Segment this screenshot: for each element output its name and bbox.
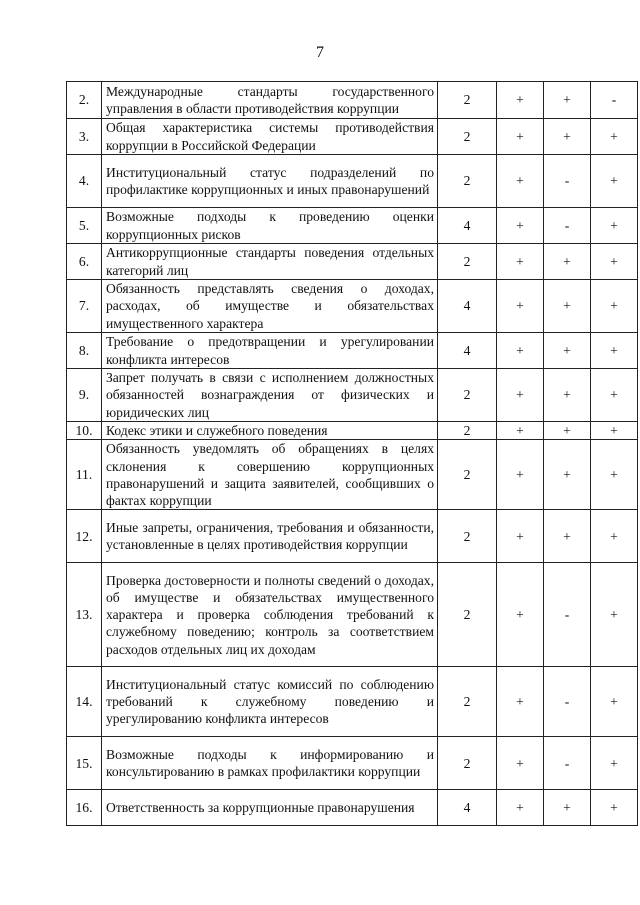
topic-cell: Запрет получать в связи с исполнением должностных обязанностей вознаграждения от физических и юридических лиц xyxy=(102,369,438,422)
mark-cell: + xyxy=(591,280,638,333)
mark-cell: + xyxy=(591,119,638,155)
mark-cell: - xyxy=(544,667,591,737)
mark-cell: + xyxy=(544,440,591,510)
table-row xyxy=(67,280,638,333)
table-row xyxy=(67,737,638,790)
mark-cell: + xyxy=(544,510,591,563)
mark-cell: + xyxy=(591,208,638,244)
mark-cell: - xyxy=(544,155,591,208)
mark-cell: + xyxy=(497,208,544,244)
row-number: 14. xyxy=(67,667,102,737)
table-row xyxy=(67,155,638,208)
hours-cell: 2 xyxy=(438,667,497,737)
table-row xyxy=(67,244,638,280)
mark-cell: + xyxy=(497,422,544,440)
topic-cell: Антикоррупционные стандарты поведения отдельных категорий лиц xyxy=(102,244,438,280)
hours-cell: 4 xyxy=(438,333,497,369)
mark-cell: + xyxy=(591,790,638,826)
mark-cell: + xyxy=(497,333,544,369)
row-number: 12. xyxy=(67,510,102,563)
row-number: 2. xyxy=(67,82,102,119)
page-number: 7 xyxy=(316,44,324,61)
mark-cell: + xyxy=(544,82,591,119)
topic-cell: Возможные подходы к информированию и консультированию в рамках профилактики коррупции xyxy=(102,737,438,790)
hours-cell: 4 xyxy=(438,790,497,826)
mark-cell: - xyxy=(591,82,638,119)
table-row xyxy=(67,119,638,155)
mark-cell: - xyxy=(544,563,591,667)
hours-cell: 2 xyxy=(438,737,497,790)
topic-cell: Возможные подходы к проведению оценки коррупционных рисков xyxy=(102,208,438,244)
topic-cell: Иные запреты, ограничения, требования и обязанности, установленные в целях противодействия коррупции xyxy=(102,510,438,563)
table-row xyxy=(67,510,638,563)
mark-cell: + xyxy=(591,667,638,737)
mark-cell: + xyxy=(591,563,638,667)
row-number: 16. xyxy=(67,790,102,826)
table-row xyxy=(67,82,638,119)
mark-cell: - xyxy=(544,737,591,790)
mark-cell: + xyxy=(591,155,638,208)
topic-cell: Институциональный статус подразделений по профилактике коррупционных и иных правонарушений xyxy=(102,155,438,208)
hours-cell: 2 xyxy=(438,422,497,440)
hours-cell: 2 xyxy=(438,369,497,422)
mark-cell: + xyxy=(544,333,591,369)
row-number: 9. xyxy=(67,369,102,422)
mark-cell: + xyxy=(591,369,638,422)
mark-cell: + xyxy=(544,280,591,333)
table-row xyxy=(67,369,638,422)
mark-cell: + xyxy=(544,244,591,280)
hours-cell: 2 xyxy=(438,244,497,280)
mark-cell: + xyxy=(497,369,544,422)
mark-cell: + xyxy=(497,667,544,737)
mark-cell: + xyxy=(544,790,591,826)
hours-cell: 2 xyxy=(438,510,497,563)
row-number: 3. xyxy=(67,119,102,155)
row-number: 6. xyxy=(67,244,102,280)
row-number: 11. xyxy=(67,440,102,510)
table-row xyxy=(67,667,638,737)
mark-cell: + xyxy=(497,790,544,826)
row-number: 5. xyxy=(67,208,102,244)
row-number: 4. xyxy=(67,155,102,208)
hours-cell: 2 xyxy=(438,82,497,119)
mark-cell: + xyxy=(591,422,638,440)
table-row xyxy=(67,790,638,826)
mark-cell: + xyxy=(544,119,591,155)
topic-cell: Кодекс этики и служебного поведения xyxy=(102,422,438,440)
mark-cell: - xyxy=(544,208,591,244)
row-number: 8. xyxy=(67,333,102,369)
table-row xyxy=(67,440,638,510)
mark-cell: + xyxy=(497,280,544,333)
mark-cell: + xyxy=(591,737,638,790)
curriculum-table xyxy=(66,81,638,826)
mark-cell: + xyxy=(591,244,638,280)
topic-cell: Обязанность представлять сведения о доходах, расходах, об имуществе и обязательствах имущественного характера xyxy=(102,280,438,333)
row-number: 13. xyxy=(67,563,102,667)
mark-cell: + xyxy=(497,82,544,119)
table-row xyxy=(67,333,638,369)
mark-cell: + xyxy=(591,333,638,369)
row-number: 10. xyxy=(67,422,102,440)
topic-cell: Общая характеристика системы противодействия коррупции в Российской Федерации xyxy=(102,119,438,155)
hours-cell: 2 xyxy=(438,563,497,667)
topic-cell: Ответственность за коррупционные правонарушения xyxy=(102,790,438,826)
mark-cell: + xyxy=(497,440,544,510)
mark-cell: + xyxy=(497,563,544,667)
row-number: 7. xyxy=(67,280,102,333)
table-row xyxy=(67,208,638,244)
hours-cell: 2 xyxy=(438,440,497,510)
mark-cell: + xyxy=(544,422,591,440)
hours-cell: 2 xyxy=(438,155,497,208)
mark-cell: + xyxy=(591,510,638,563)
topic-cell: Проверка достоверности и полноты сведений о доходах, об имуществе и обязательствах имущественного характера и проверка соблюдения требований к служебному поведению; контроль за соответствием расходов отдельных лиц их доходам xyxy=(102,563,438,667)
topic-cell: Требование о предотвращении и урегулировании конфликта интересов xyxy=(102,333,438,369)
mark-cell: + xyxy=(497,737,544,790)
mark-cell: + xyxy=(497,510,544,563)
topic-cell: Институциональный статус комиссий по соблюдению требований к служебному поведению и урегулированию конфликта интересов xyxy=(102,667,438,737)
topic-cell: Обязанность уведомлять об обращениях в целях склонения к совершению коррупционных правонарушений и защита заявителей, сообщивших о фактах коррупции xyxy=(102,440,438,510)
mark-cell: + xyxy=(544,369,591,422)
mark-cell: + xyxy=(497,155,544,208)
row-number: 15. xyxy=(67,737,102,790)
mark-cell: + xyxy=(591,440,638,510)
hours-cell: 4 xyxy=(438,208,497,244)
mark-cell: + xyxy=(497,244,544,280)
table-row xyxy=(67,563,638,667)
mark-cell: + xyxy=(497,119,544,155)
hours-cell: 2 xyxy=(438,119,497,155)
hours-cell: 4 xyxy=(438,280,497,333)
topic-cell: Международные стандарты государственного управления в области противодействия коррупции xyxy=(102,82,438,119)
table-row xyxy=(67,422,638,440)
